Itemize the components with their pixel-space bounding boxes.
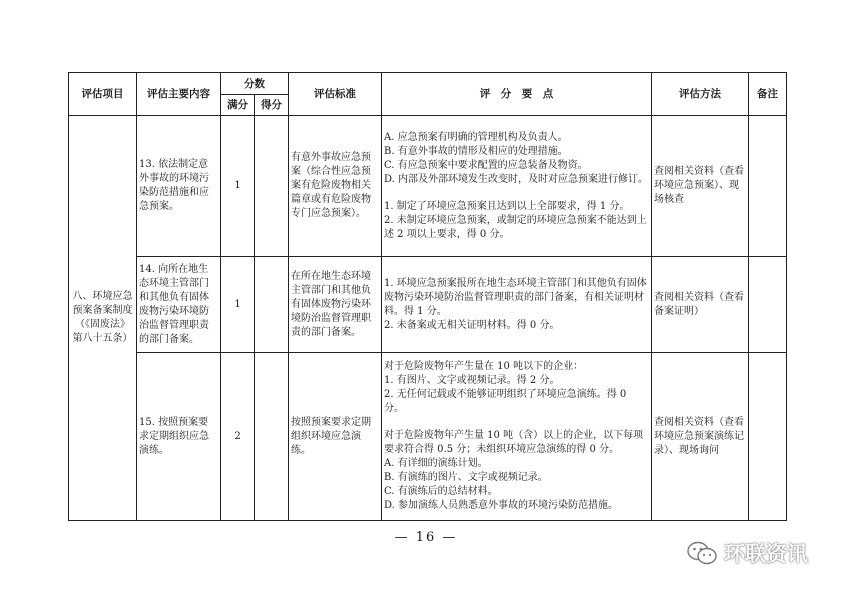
point-line: D. 内部及外部环境发生改变时，及时对应急预案进行修订。: [384, 173, 649, 185]
header-points: 评 分 要 点: [382, 73, 652, 116]
row-obtained-score[interactable]: [255, 353, 289, 521]
row-method: 查阅相关资料（查看环境应急预案演练记录）、现场询问: [652, 353, 749, 521]
point-line: B. 有演练的图片、文字或视频记录。: [384, 472, 548, 483]
point-line: A. 应急预案有明确的管理机构及负责人。: [384, 131, 568, 143]
point-line: 对于危险废物年产生量 10 吨（含）以上的企业，以下每项要求符合得 0.5 分；未组织环境应急演练的得 0 分。: [384, 430, 644, 455]
point-line: 1. 制定了环境应急预案且达到以上全部要求，得 1 分。: [384, 200, 630, 212]
row-standard: 有意外事故应急预案（综合性应急预案有危险废物相关篇章或有危险废物专门应急预案）。: [289, 116, 382, 257]
point-line: C. 有应急预案中要求配置的应急装备及物资。: [384, 159, 588, 171]
point-line: 1. 环境应急预案报所在地生态环境主管部门和其他负有固体废物污染环境防治监督管理职责的部门备案，有相关证明材料。得 1 分。: [384, 277, 647, 317]
row-remark[interactable]: [749, 257, 787, 353]
point-line: A. 有详细的演练计划。: [384, 458, 488, 469]
row-standard: 在所在地生态环境主管部门和其他负有固体废物污染环境防治监督管理职责的部门备案。: [289, 257, 382, 353]
row-content: 13. 依法制定意外事故的环境污染防范措施和应急预案。: [137, 116, 221, 257]
evaluation-table: [68, 72, 787, 521]
row-content: 14. 向所在地生态环境主管部门和其他负有固体废物污染环境防治监督管理职责的部门备案。: [137, 257, 221, 353]
point-line: B. 有意外事故的情形及相应的处理措施。: [384, 145, 568, 157]
row-standard: 按照预案要求定期组织环境应急演练。: [289, 353, 382, 521]
header-score: 分数: [221, 73, 289, 95]
header-remark: 备注: [749, 73, 787, 116]
watermark: [686, 536, 808, 570]
row-remark[interactable]: [749, 116, 787, 257]
point-line: 2. 未制定环境应急预案，或制定的环境应急预案不能达到上述 2 项以上要求，得 0 分。: [384, 214, 647, 240]
header-standard: 评估标准: [289, 73, 382, 116]
page-number: — 16 —: [394, 530, 458, 545]
table-row: [69, 116, 787, 257]
header-obtained-score: 得分: [255, 95, 289, 116]
header-content: 评估主要内容: [137, 73, 221, 116]
point-line: D. 参加演练人员熟悉意外事故的环境污染防范措施。: [384, 500, 619, 511]
point-line: 对于危险废物年产生量在 10 吨以下的企业：: [384, 361, 584, 372]
point-line: 2. 无任何记载或不能够证明组织了环境应急演练。得 0 分。: [384, 389, 627, 414]
header-item: 评估项目: [69, 73, 137, 116]
point-line: 2. 未备案或无相关证明材料。得 0 分。: [384, 319, 560, 331]
point-spacer: [384, 187, 649, 200]
point-line: 1. 有图片、文字或视频记录。得 2 分。: [384, 375, 560, 386]
row-points: [382, 116, 652, 257]
row-full-score: 2: [221, 353, 255, 521]
row-method: 查阅相关资料（查看备案证明）: [652, 257, 749, 353]
row-full-score: 1: [221, 257, 255, 353]
row-obtained-score[interactable]: [255, 257, 289, 353]
point-spacer: [384, 416, 649, 429]
table-row: [69, 257, 787, 353]
row-content: 15. 按照预案要求定期组织应急演练。: [137, 353, 221, 521]
wechat-icon: [686, 540, 718, 566]
row-full-score: 1: [221, 116, 255, 257]
row-obtained-score[interactable]: [255, 116, 289, 257]
header-method: 评估方法: [652, 73, 749, 116]
point-line: C. 有演练后的总结材料。: [384, 486, 498, 497]
table-row: [69, 353, 787, 521]
header-full-score: 满分: [221, 95, 255, 116]
row-remark[interactable]: [749, 353, 787, 521]
row-method: 查阅相关资料（查看环境应急预案）、现场核查: [652, 116, 749, 257]
row-points: [382, 257, 652, 353]
section-label: 八、环境应急预案备案制度（《固废法》第八十五条）: [69, 116, 137, 521]
watermark-text: 环联资讯: [724, 542, 808, 566]
row-points: [382, 353, 652, 521]
